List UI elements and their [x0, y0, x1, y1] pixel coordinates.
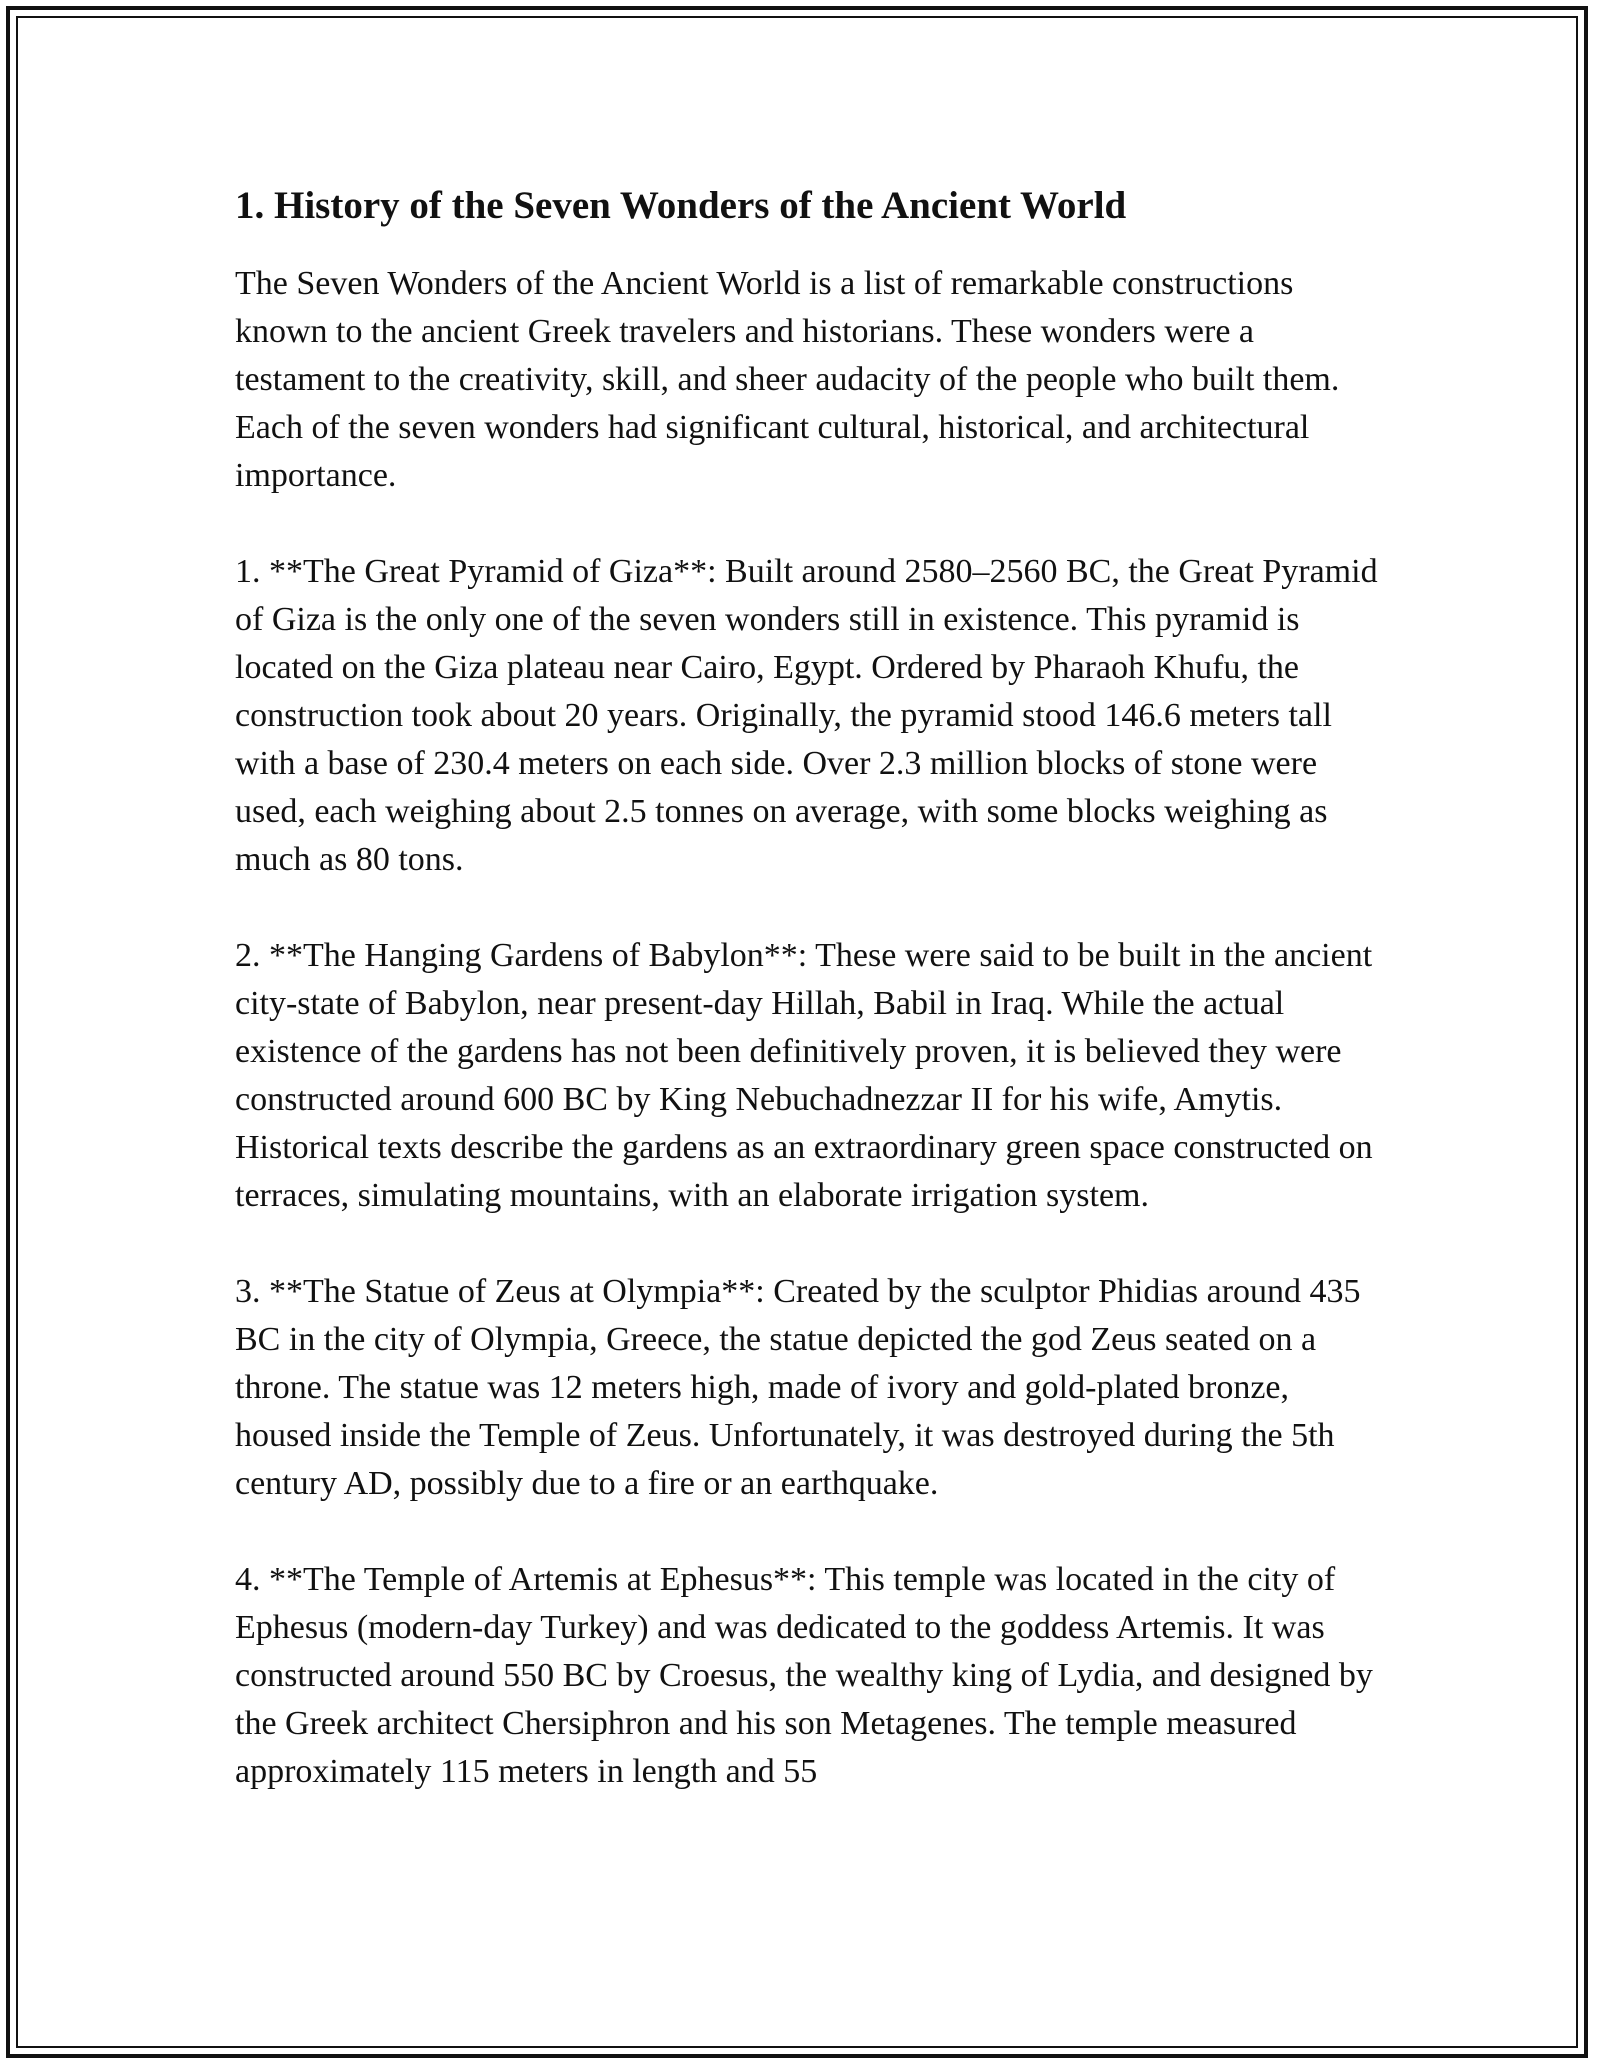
wonder-paragraph-gardens: 2. **The Hanging Gardens of Babylon**: These were said to be built in the ancient city-state of Babylon, near present-day Hillah, Babil in Iraq. While the actual existence of the gardens has not been definitively proven, it is believed they were constructed around 600 BC by King Nebuchadnezzar II for his wife, Amytis. Historical texts describe the gardens as an extraordinary green space constructed on terraces, simulating mountains, with an elaborate irrigation system. [235, 936, 1373, 1214]
wonder-paragraph-zeus: 3. **The Statue of Zeus at Olympia**: Created by the sculptor Phidias around 435 BC in the city of Olympia, Greece, the statue depicted the god Zeus seated on a throne. The statue was 12 meters high, made of ivory and gold-plated bronze, housed inside the Temple of Zeus. Unfortunately, it was destroyed during the 5th century AD, possibly due to a fire or an earthquake. [235, 1272, 1361, 1502]
intro-paragraph: The Seven Wonders of the Ancient World is a list of remarkable constructions known to the ancient Greek travelers and historians. These wonders were a testament to the creativity, skill, and sheer audacity of the people who built them. Each of the seven wonders had significant cultural, historical, and architectural importance. [235, 264, 1340, 494]
wonder-paragraph-pyramid: 1. **The Great Pyramid of Giza**: Built around 2580–2560 BC, the Great Pyramid of Giza is the only one of the seven wonders still in existence. This pyramid is located on the Giza plateau near Cairo, Egypt. Ordered by Pharaoh Khufu, the construction took about 20 years. Originally, the pyramid stood 146.6 meters tall with a base of 230.4 meters on each side. Over 2.3 million blocks of stone were used, each weighing about 2.5 tonnes on average, with some blocks weighing as much as 80 tons. [235, 552, 1378, 878]
wonder-paragraph-artemis: 4. **The Temple of Artemis at Ephesus**: This temple was located in the city of Ephesus (modern-day Turkey) and was dedicated to the goddess Artemis. It was constructed around 550 BC by Croesus, the wealthy king of Lydia, and designed by the Greek architect Chersiphron and his son Metagenes. The temple measured approximately 115 meters in length and 55 [235, 1560, 1373, 1790]
section-heading: 1. History of the Seven Wonders of the Ancient World [235, 184, 1127, 227]
document-body [235, 183, 1385, 1844]
